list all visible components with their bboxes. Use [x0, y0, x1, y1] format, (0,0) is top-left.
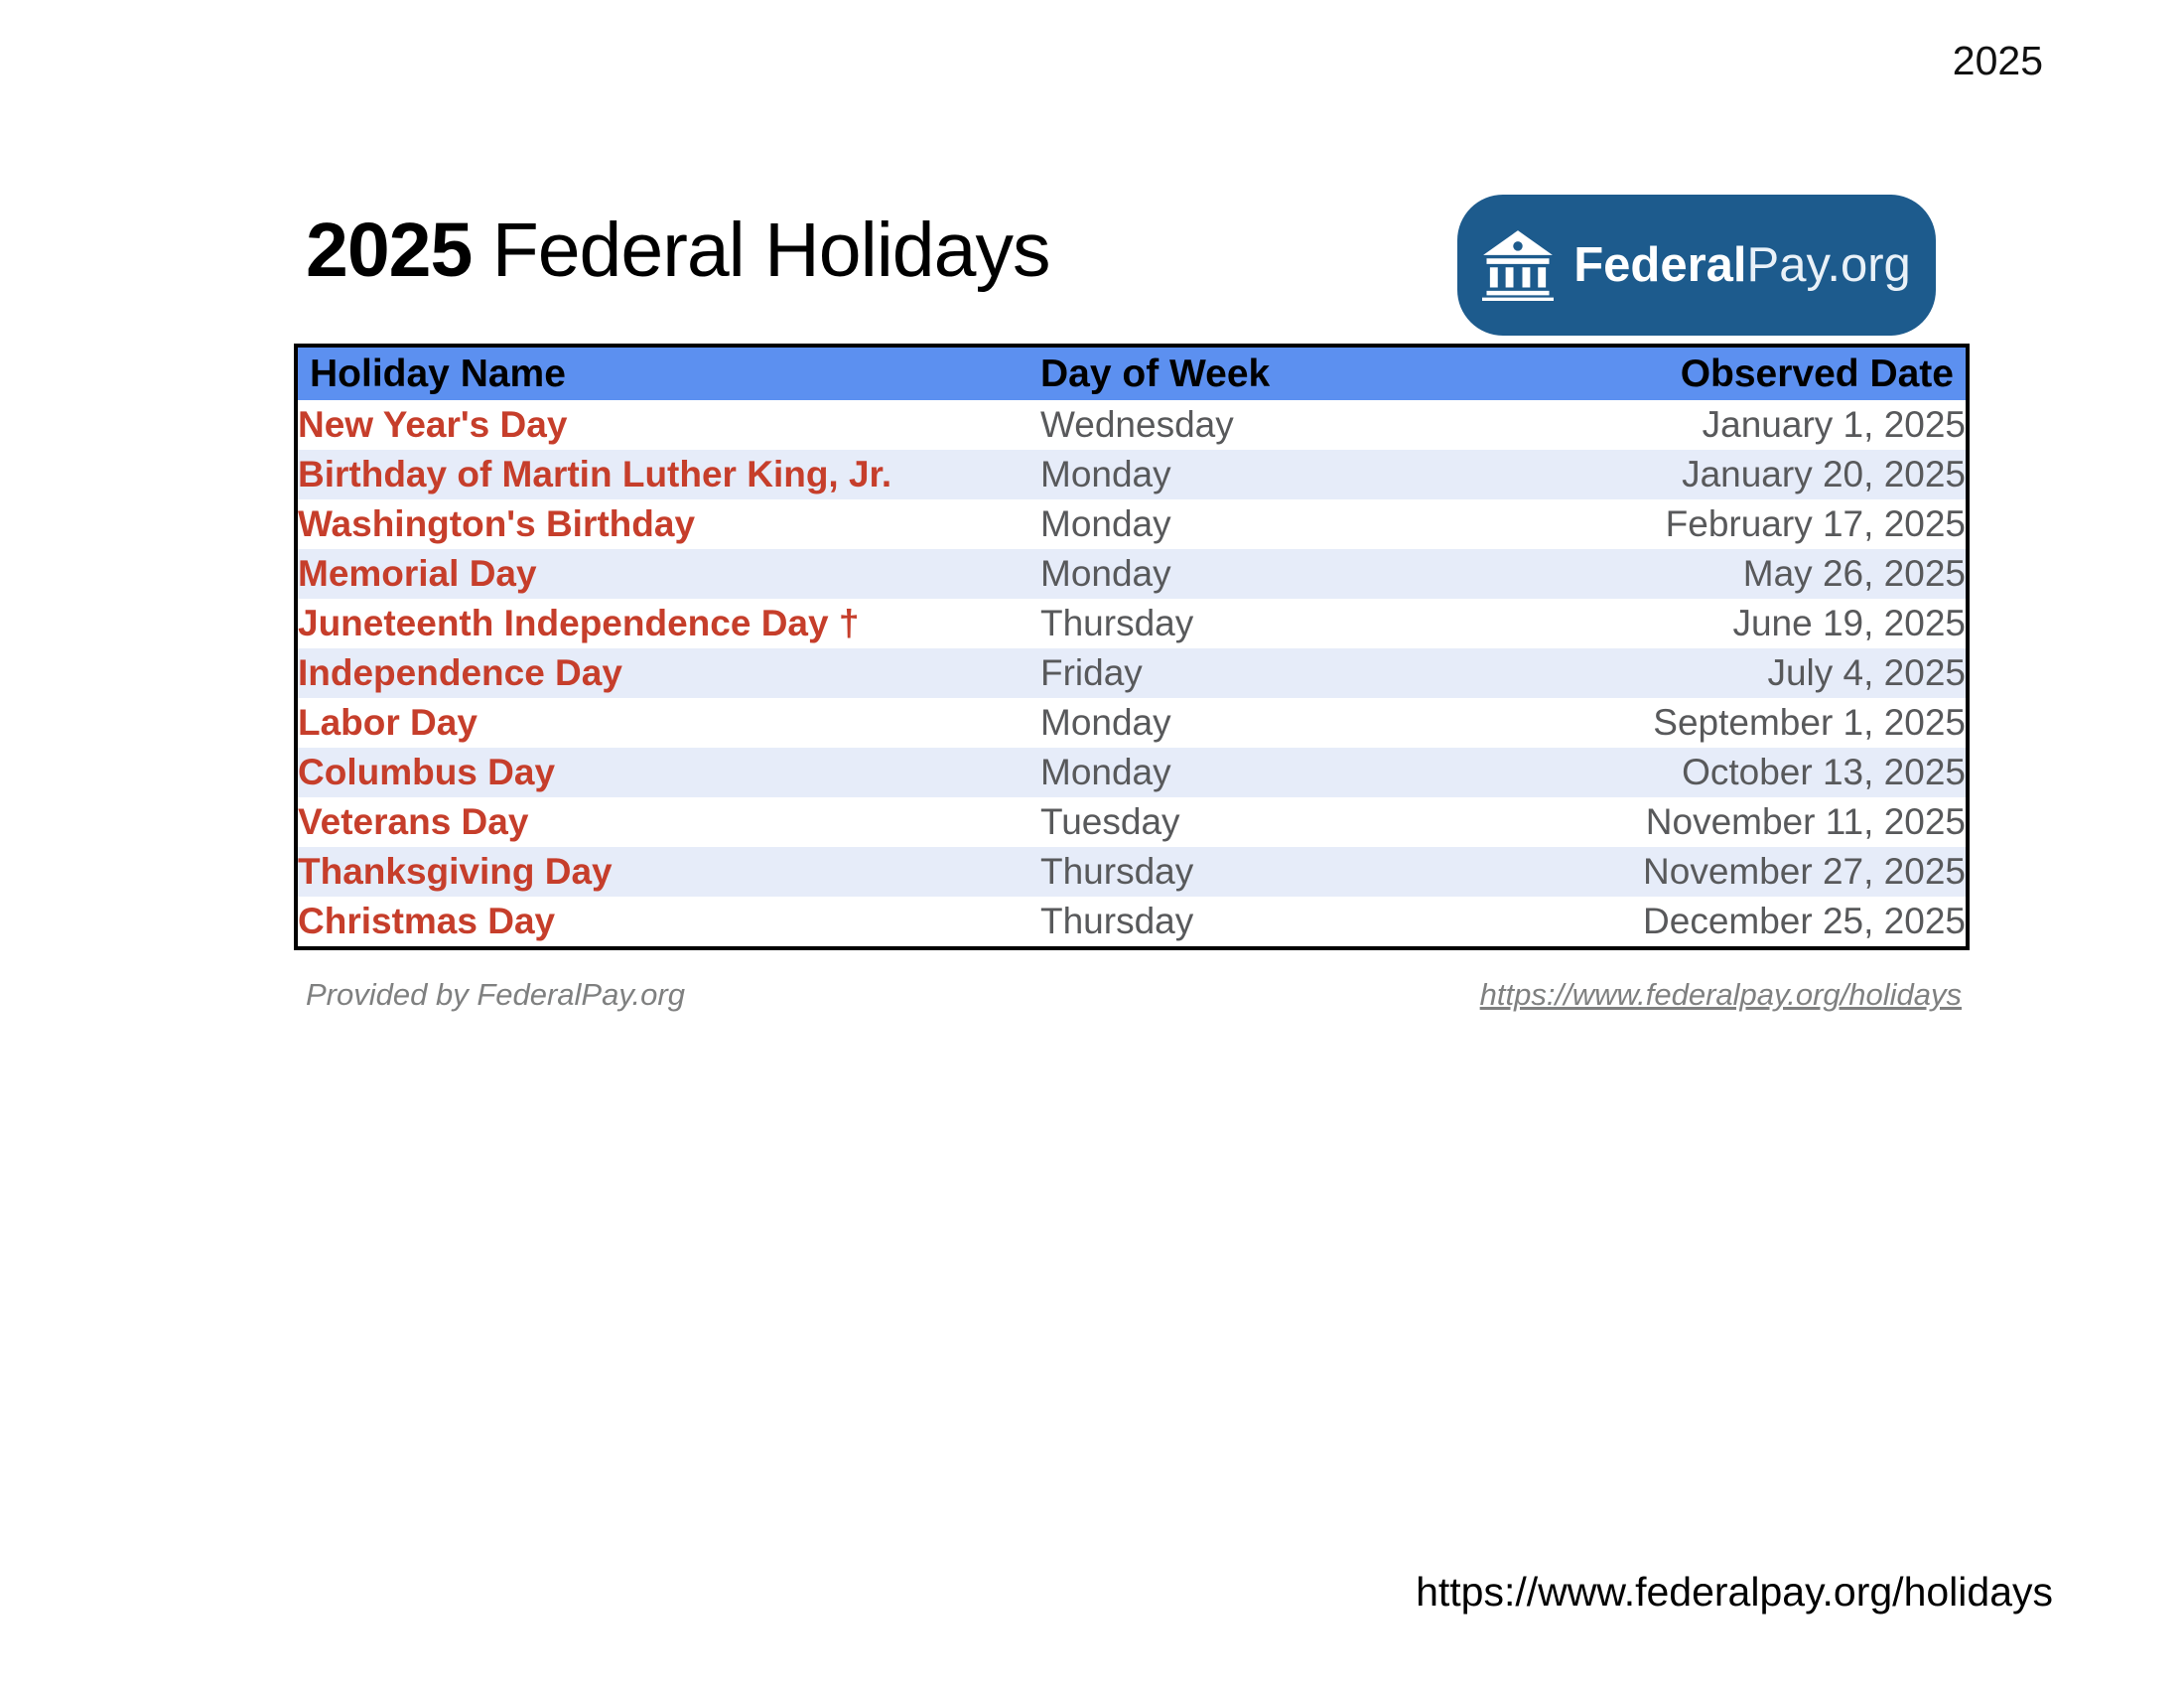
holiday-name-cell: Juneteenth Independence Day †: [298, 603, 860, 643]
day-of-week-cell: Monday: [1040, 454, 1171, 494]
holiday-name-cell: New Year's Day: [298, 404, 568, 445]
day-of-week-cell: Monday: [1040, 553, 1171, 594]
observed-date-cell: November 27, 2025: [1643, 851, 1966, 892]
observed-date-cell: January 1, 2025: [1702, 404, 1966, 445]
observed-date-cell: September 1, 2025: [1653, 702, 1966, 743]
table-header-row: [296, 346, 1968, 400]
observed-date-cell: February 17, 2025: [1665, 503, 1966, 544]
day-of-week-cell: Thursday: [1040, 851, 1194, 892]
page-title-year: 2025: [306, 208, 473, 293]
table-row: [296, 847, 1968, 897]
day-of-week-cell: Monday: [1040, 702, 1171, 743]
table-row: [296, 400, 1968, 450]
corner-year: 2025: [1952, 38, 2043, 83]
logo-text: [1573, 237, 1911, 293]
holiday-name-cell: Christmas Day: [298, 901, 556, 941]
bank-icon: [1482, 229, 1554, 301]
holidays-link[interactable]: https://www.federalpay.org/holidays: [1479, 977, 1962, 1012]
page-title-rest: Federal Holidays: [472, 208, 1050, 293]
holiday-name-cell: Labor Day: [298, 702, 478, 743]
logo-brand-rest: Pay.org: [1746, 238, 1911, 292]
observed-date-cell: July 4, 2025: [1767, 652, 1966, 693]
table-row: [296, 897, 1968, 948]
federalpay-logo[interactable]: [1457, 195, 1936, 336]
observed-date-cell: December 25, 2025: [1643, 901, 1966, 941]
table-row: [296, 748, 1968, 797]
day-of-week-cell: Monday: [1040, 503, 1171, 544]
holiday-name-cell: Veterans Day: [298, 801, 529, 842]
holiday-name-cell: Thanksgiving Day: [298, 851, 613, 892]
bottom-url: https://www.federalpay.org/holidays: [1416, 1569, 2053, 1615]
observed-date-cell: October 13, 2025: [1682, 752, 1966, 792]
day-of-week-cell: Thursday: [1040, 901, 1194, 941]
day-of-week-cell: Wednesday: [1040, 404, 1234, 445]
day-of-week-cell: Tuesday: [1040, 801, 1180, 842]
header-observed-date: Observed Date: [1505, 346, 1968, 400]
observed-date-cell: January 20, 2025: [1682, 454, 1966, 494]
header-holiday-name: Holiday Name: [296, 346, 1040, 400]
observed-date-cell: June 19, 2025: [1732, 603, 1966, 643]
holiday-name-cell: Birthday of Martin Luther King, Jr.: [298, 454, 892, 494]
observed-date-cell: November 11, 2025: [1645, 801, 1966, 842]
holiday-table-body: [296, 400, 1968, 948]
logo-brand-bold: Federal: [1573, 238, 1747, 292]
provided-by-text: Provided by FederalPay.org: [306, 977, 685, 1012]
table-row: [296, 499, 1968, 549]
holiday-name-cell: Washington's Birthday: [298, 503, 696, 544]
day-of-week-cell: Friday: [1040, 652, 1143, 693]
page-title: [306, 207, 1049, 295]
day-of-week-cell: Thursday: [1040, 603, 1194, 643]
holiday-name-cell: Independence Day: [298, 652, 622, 693]
holiday-name-cell: Memorial Day: [298, 553, 537, 594]
table-row: [296, 648, 1968, 698]
holiday-table: [294, 344, 1970, 950]
table-row: [296, 797, 1968, 847]
day-of-week-cell: Monday: [1040, 752, 1171, 792]
table-row: [296, 599, 1968, 648]
table-row: [296, 450, 1968, 499]
table-row: [296, 698, 1968, 748]
header-day-of-week: Day of Week: [1040, 346, 1505, 400]
holiday-name-cell: Columbus Day: [298, 752, 556, 792]
table-footer: [306, 977, 1962, 1013]
table-row: [296, 549, 1968, 599]
observed-date-cell: May 26, 2025: [1742, 553, 1966, 594]
